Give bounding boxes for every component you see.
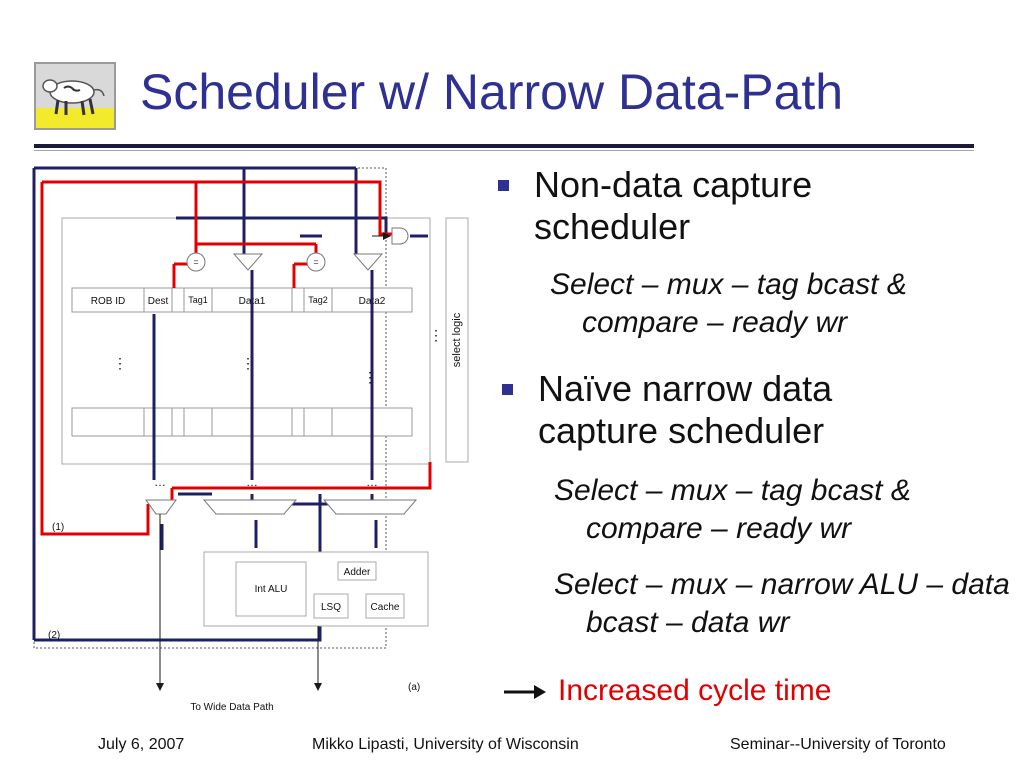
data1-bcast-driver: [234, 254, 262, 270]
mux-data2: [324, 500, 416, 514]
bullet-2: [538, 368, 958, 452]
wide-path-label: To Wide Data Path: [190, 702, 274, 713]
slide-title: Scheduler w/ Narrow Data-Path: [140, 64, 844, 120]
title-rule-thin: [34, 150, 974, 151]
select-dots: ⋮: [429, 327, 443, 343]
col-tag1: Tag1: [188, 295, 208, 305]
bullet-2-sub-1: Select – mux – tag bcast & compare – ready wr: [554, 474, 911, 546]
cache-label: Cache: [370, 602, 400, 613]
title-rule: [34, 144, 974, 148]
path-1-label: (1): [52, 522, 65, 533]
select-logic-label: select logic: [451, 312, 463, 368]
mux-dots-1: …: [154, 475, 166, 489]
data2-bcast-driver: [354, 254, 382, 270]
tag2-compare-label: =: [313, 257, 319, 267]
footer-author: Mikko Lipasti, University of Wisconsin: [312, 736, 579, 753]
col-data2: Data2: [358, 296, 386, 307]
right-arrow-icon: [504, 682, 548, 702]
col-rob-id: ROB ID: [90, 296, 126, 307]
mux-dots-3: …: [366, 475, 378, 489]
row-dots-2: ⋮: [241, 355, 255, 371]
mux-dots-2: …: [246, 475, 258, 489]
mux-data1: [204, 500, 296, 514]
bullet-icon: [502, 384, 513, 395]
row-dots-3: ⋮: [363, 369, 377, 385]
rob-entry-row-empty: [72, 408, 412, 436]
lsq-label: LSQ: [320, 602, 342, 613]
result-line: [504, 672, 904, 712]
footer-venue: Seminar--University of Toronto: [730, 736, 946, 753]
bullet-1-text: Non-data capture scheduler: [534, 164, 813, 248]
tag1-compare-label: =: [193, 257, 199, 267]
ready-and-gate: [392, 228, 408, 244]
path-2-label: (2): [48, 630, 61, 641]
int-alu-label: Int ALU: [254, 584, 288, 595]
scheduler-diagram: [26, 164, 474, 718]
bullet-icon: [498, 180, 509, 191]
mux-dest: [146, 500, 176, 514]
col-dest: Dest: [147, 296, 169, 307]
result-text: Increased cycle time: [558, 674, 832, 707]
path-a-label: (a): [408, 682, 421, 693]
col-data1: Data1: [238, 296, 266, 307]
cow-logo-icon: [34, 62, 116, 130]
bullet-2-text: Naïve narrow data capture scheduler: [538, 368, 833, 452]
bullet-2-sub-2: Select – mux – narrow ALU – data bcast – data wr: [554, 568, 1010, 640]
footer-date: July 6, 2007: [98, 736, 185, 753]
bullet-1-sub-1: Select – mux – tag bcast & compare – ready wr: [550, 268, 907, 340]
col-tag2: Tag2: [308, 295, 328, 305]
bullet-1: [534, 164, 914, 248]
row-dots-1: ⋮: [113, 355, 127, 371]
adder-label: Adder: [343, 567, 371, 578]
